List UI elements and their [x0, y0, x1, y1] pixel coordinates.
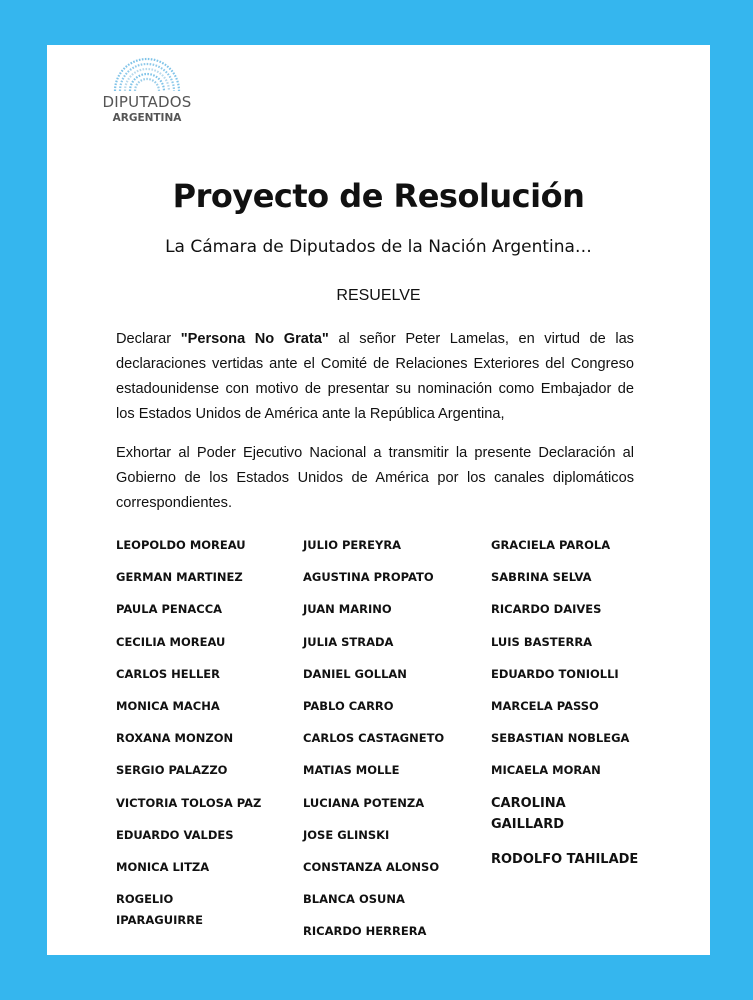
signer-name: JULIO PEREYRA	[303, 538, 402, 552]
signer-name: AGUSTINA PROPATO	[303, 570, 434, 585]
document-title: Proyecto de Resolución	[172, 177, 585, 215]
signer-name: MICAELA MORAN	[491, 763, 601, 778]
signer-name: PABLO CARRO	[303, 698, 394, 713]
signer-name: GERMAN MARTINEZ	[116, 570, 243, 585]
signer-name: PAULA PENACCA	[116, 602, 223, 617]
signer-name: BLANCA OSUNA	[303, 892, 405, 907]
signer-name: SABRINA SELVA	[491, 570, 592, 585]
logo-text-diputados: DIPUTADOS	[102, 93, 192, 111]
signer-name: SERGIO PALAZZO	[116, 763, 228, 778]
persona-no-grata-bold: "Persona No Grata"	[180, 331, 329, 347]
diputados-logo	[99, 57, 195, 124]
signer-name: MONICA LITZA	[116, 859, 210, 874]
signer-name: MATIAS MOLLE	[303, 763, 400, 778]
signer-name: DANIEL GOLLAN	[303, 666, 407, 681]
signer-name: EDUARDO VALDES	[116, 827, 234, 842]
text: al señor Peter Lamelas, en virtud de las declaraciones vertidas ante el Comité de Relaciones Exteriores del Congreso estadounidense con motivo de presentar su nominación como Embajador de los Estados Unidos de América ante la República Argentina,	[116, 331, 634, 422]
signer-name: RICARDO HERRERA	[303, 924, 427, 939]
document-page	[47, 45, 710, 955]
signer-name: CECILIA MOREAU	[116, 634, 226, 649]
logo-text-argentina: ARGENTINA	[112, 112, 182, 124]
signer-name: ROGELIO IPARAGUIRRE	[116, 892, 203, 928]
signers-column-2	[303, 535, 444, 953]
signer-name: MONICA MACHA	[116, 698, 220, 713]
signer-name: JULIA STRADA	[303, 634, 394, 649]
signer-name: CARLOS CASTAGNETO	[303, 731, 445, 746]
signer-name: CARLOS HELLER	[116, 666, 221, 681]
text: Declarar	[116, 331, 181, 347]
signer-name: VICTORIA TOLOSA PAZ	[116, 795, 262, 810]
resolution-paragraph-2: Exhortar al Poder Ejecutivo Nacional a transmitir la presente Declaración al Gobierno de los Estados Unidos de América por los canales diplomáticos correspondientes.	[116, 445, 634, 511]
signer-name: SEBASTIAN NOBLEGA	[491, 731, 630, 746]
signer-name: CAROLINA GAILLARD	[491, 795, 566, 832]
resolution-paragraph-1	[116, 327, 634, 427]
signer-name: LUIS BASTERRA	[491, 634, 593, 649]
signer-name: LUCIANA POTENZA	[303, 795, 425, 810]
signer-name: JOSE GLINSKI	[303, 827, 390, 842]
signers-column-1	[116, 535, 262, 928]
signer-name: JUAN MARINO	[303, 602, 392, 617]
document-subtitle: La Cámara de Diputados de la Nación Argentina…	[165, 237, 592, 257]
signer-name: CONSTANZA ALONSO	[303, 859, 440, 874]
signer-name: RICARDO DAIVES	[491, 602, 602, 617]
signer-name: MARCELA PASSO	[491, 698, 599, 713]
signer-name: GRACIELA PAROLA	[491, 538, 611, 552]
congress-hemicycle-icon	[111, 57, 183, 91]
signer-name: ROXANA MONZON	[116, 731, 234, 746]
signer-name: LEOPOLDO MOREAU	[116, 538, 246, 552]
resuelve-heading: RESUELVE	[336, 287, 421, 304]
signer-name: RODOLFO TAHILADE	[491, 851, 639, 867]
signers-column-3	[491, 535, 638, 905]
signer-name: EDUARDO TONIOLLI	[491, 666, 619, 681]
